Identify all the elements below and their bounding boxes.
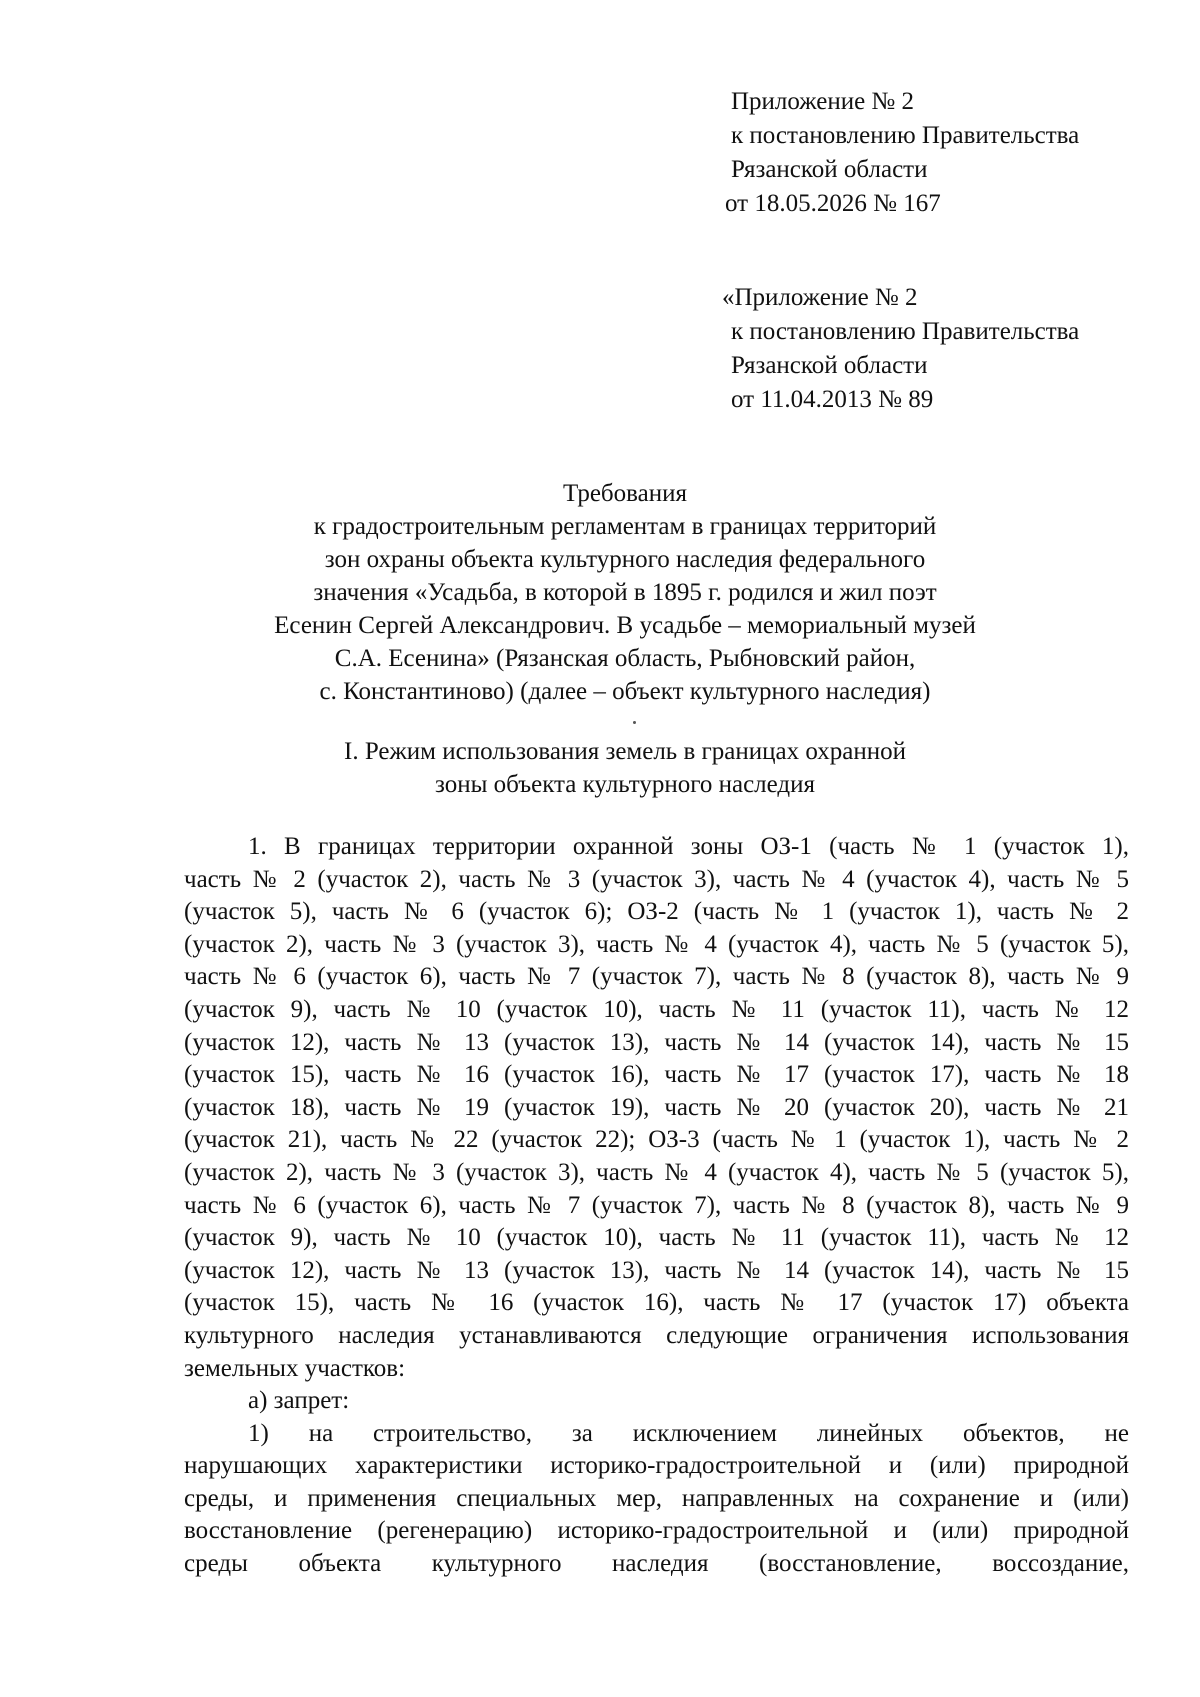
appendix-line: Приложение № 2 [731,88,915,115]
appendix-date-number: от 11.04.2013 № 89 [731,386,934,413]
paragraph-line: (участок 18), часть № 19 (участок 19), часть № 20 (участок 20), часть № 21 [184,1093,1129,1121]
paragraph-line: земельных участков: [184,1354,406,1382]
title-line: зон охраны объекта культурного наследия федерального [324,546,926,573]
appendix-line: к постановлению Правительства [731,318,1080,345]
section-heading-line: I. Режим использования земель в границах охранной [344,738,906,765]
paragraph-line: (участок 12), часть № 13 (участок 13), часть № 14 (участок 14), часть № 15 [184,1256,1129,1284]
title-line: Есенин Сергей Александрович. В усадьбе – мемориальный музей [274,612,976,639]
paragraph-line: (участок 12), часть № 13 (участок 13), часть № 14 (участок 14), часть № 15 [184,1028,1129,1056]
paragraph-line: (участок 21), часть № 22 (участок 22); ОЗ-3 (часть № 1 (участок 1), часть № 2 [184,1126,1129,1154]
paragraph-line: часть № 6 (участок 6), часть № 7 (участок 7), часть № 8 (участок 8), часть № 9 [184,963,1129,991]
section-heading [120,735,1130,801]
section-heading-line: зоны объекта культурного наследия [434,771,816,798]
appendix-line: Рязанской области [731,352,928,379]
paragraph-line: культурного наследия устанавливаются следующие ограничения использования [184,1321,1129,1349]
list-item-line: среды, и применения специальных мер, направленных на сохранение и (или) [184,1484,1129,1512]
title-line: с. Константиново) (далее – объект культурного наследия) [319,678,931,705]
title-line: Требования [563,480,687,507]
appendix-line: к постановлению Правительства [731,122,1080,149]
appendix-header-original [722,281,1080,417]
list-item-line: нарушающих характеристики историко-градостроительной и (или) природной [184,1452,1129,1480]
list-item-line: восстановление (регенерацию) историко-градостроительной и (или) природной [184,1517,1129,1545]
section-body [184,831,1129,1581]
paragraph-line: (участок 5), часть № 6 (участок 6); ОЗ-2 (часть № 1 (участок 1), часть № 2 [184,898,1129,926]
list-item-line: среды объекта культурного наследия (восстановление, воссоздание, [184,1550,1129,1578]
list-item-line: 1) на строительство, за исключением линейных объектов, не [248,1419,1129,1447]
scan-speck [633,721,636,724]
appendix-line: Рязанской области [731,156,928,183]
list-item-label: а) запрет: [248,1387,350,1415]
appendix-header-current [725,85,1080,221]
paragraph-line: часть № 2 (участок 2), часть № 3 (участок 3), часть № 4 (участок 4), часть № 5 [184,865,1129,893]
paragraph-line: (участок 9), часть № 10 (участок 10), часть № 11 (участок 11), часть № 12 [184,995,1129,1023]
paragraph-line: (участок 2), часть № 3 (участок 3), часть № 4 (участок 4), часть № 5 (участок 5), [184,1158,1129,1186]
appendix-line: «Приложение № 2 [722,284,918,311]
paragraph-line: (участок 15), часть № 16 (участок 16), часть № 17 (участок 17), часть № 18 [184,1061,1129,1089]
paragraph-line: (участок 2), часть № 3 (участок 3), часть № 4 (участок 4), часть № 5 (участок 5), [184,930,1129,958]
paragraph-line: (участок 9), часть № 10 (участок 10), часть № 11 (участок 11), часть № 12 [184,1224,1129,1252]
title-line: к градостроительным регламентам в границах территорий [313,513,937,540]
paragraph-line: часть № 6 (участок 6), часть № 7 (участок 7), часть № 8 (участок 8), часть № 9 [184,1191,1129,1219]
appendix-date-number: от 18.05.2026 № 167 [725,190,941,217]
paragraph-line: (участок 15), часть № 16 (участок 16), часть № 17 (участок 17) объекта [184,1289,1129,1317]
title-line: значения «Усадьба, в которой в 1895 г. родился и жил поэт [313,579,937,606]
paragraph-line: 1. В границах территории охранной зоны ОЗ-1 (часть № 1 (участок 1), [248,833,1129,860]
title-line: С.А. Есенина» (Рязанская область, Рыбновский район, [334,645,916,672]
document-title [120,477,1130,708]
